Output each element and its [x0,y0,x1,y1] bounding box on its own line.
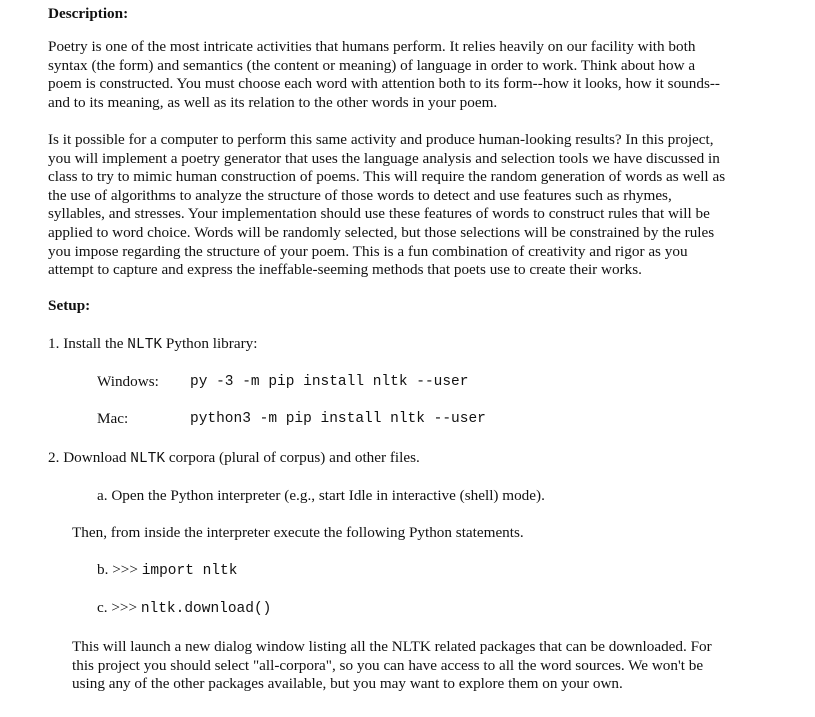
step-2b-prefix: b. >>> [97,561,142,578]
paragraph-line: the use of algorithms to analyze the structure of those words to detect and use features such as rhymes, [48,186,672,204]
step-2-suffix: corpora (plural of corpus) and other files. [165,449,420,466]
paragraph-line: you impose regarding the structure of your poem. This is a fun combination of creativity and rigor as you [48,242,688,260]
paragraph-line: this project you should select "all-corpora", so you can have access to all the word sources. We won't be [72,656,704,674]
mac-label: Mac: [97,410,129,427]
step-1 [48,335,257,354]
paragraph-line: syntax (the form) and semantics (the content or meaning) of language in order to work. Think about how a [48,56,696,74]
then-instruction: Then, from inside the interpreter execute the following Python statements. [72,524,524,541]
windows-label: Windows: [97,373,159,390]
step-2c-prefix: c. >>> [97,599,141,616]
paragraph-line: applied to word choice. Words will be randomly selected, but those selections will be constrained by the rules [48,223,715,241]
windows-command: py -3 -m pip install nltk --user [190,374,469,390]
paragraph-line: and to its meaning, as well as its relation to the other words in your poem. [48,93,498,111]
nltk-code: NLTK [130,451,166,467]
description-paragraph-1 [48,38,770,112]
step-2c [97,599,271,618]
step-2b [97,561,237,580]
final-paragraph [72,638,772,694]
description-paragraph-2 [48,131,770,280]
mac-command: python3 -m pip install nltk --user [190,411,486,427]
paragraph-line: syllables, and stresses. Your implementation should use these features of words to construct rules that will be [48,205,710,223]
paragraph-line: Poetry is one of the most intricate activities that humans perform. It relies heavily on our facility with both [48,38,696,55]
step-1-suffix: Python library: [162,335,258,352]
paragraph-line: Is it possible for a computer to perform this same activity and produce human-looking results? In this project, [48,131,714,148]
step-2a: a. Open the Python interpreter (e.g., start Idle in interactive (shell) mode). [97,487,545,504]
step-2 [48,449,420,468]
paragraph-line: using any of the other packages available, but you may want to explore them on your own. [72,675,623,693]
paragraph-line: This will launch a new dialog window listing all the NLTK related packages that can be downloaded. For [72,638,712,655]
paragraph-line: you will implement a poetry generator that uses the language analysis and selection tools we have discussed in [48,149,720,167]
paragraph-line: class to try to mimic human construction of poems. This will require the random generation of words as well as [48,168,726,186]
import-code: import nltk [141,563,238,579]
step-2-prefix: 2. Download [48,449,131,466]
paragraph-line: poem is constructed. You must choose each word with attention both to its form--how it looks, how it sounds-- [48,75,720,93]
setup-heading: Setup: [48,297,91,314]
step-1-prefix: 1. Install the [48,335,128,352]
download-code: nltk.download() [140,601,272,617]
nltk-code: NLTK [127,337,163,353]
paragraph-line: attempt to capture and express the ineffable-seeming methods that poets use to create their works. [48,261,642,279]
description-heading: Description: [48,5,129,22]
